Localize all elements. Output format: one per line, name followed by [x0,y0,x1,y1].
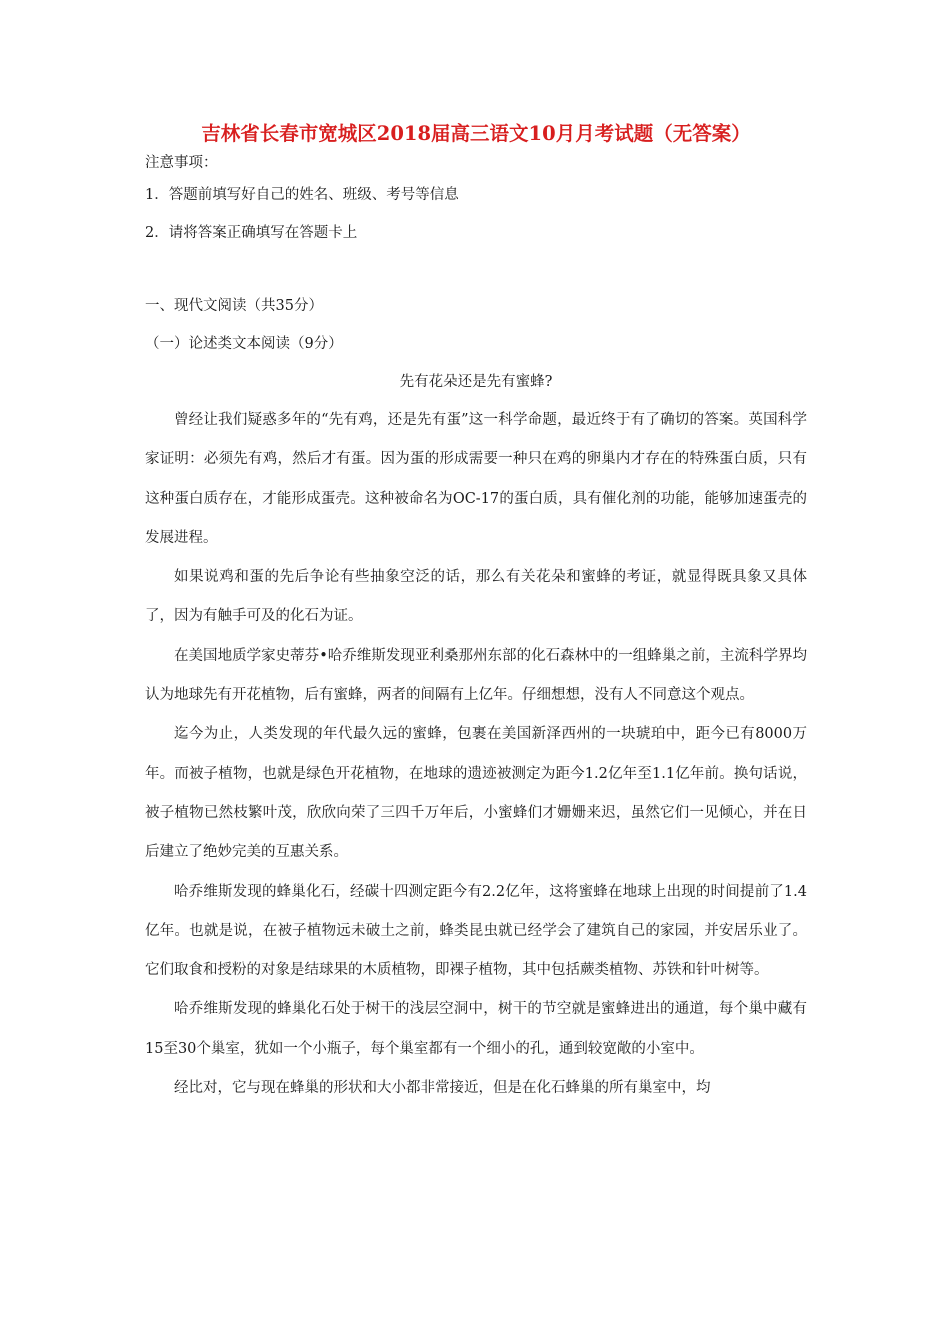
notice-heading: 注意事项： [145,155,218,171]
paragraph: 经比对，它与现在蜂巢的形状和大小都非常接近，但是在化石蜂巢的所有巢室中，均 [174,1080,711,1097]
document-title: 吉林省长春市宽城区2018届高三语文10月月考试题（无答案） [201,122,751,145]
paragraph: 曾经让我们疑惑多年的“先有鸡，还是先有蛋”这一科学命题，最近终于有了确切的答案。英国科学家证明：必须先有鸡，然后才有蛋。因为蛋的形成需要一种只在鸡的卵巢内才存在的特殊蛋白质，只有这种蛋白质存在，才能形成蛋壳。这种被命名为OC-17的蛋白质，具有催化剂的功能，能够加速蛋壳的发展进程。 [145,412,807,546]
article-body [145,401,807,1108]
notice-item-1: 1．答题前填写好自己的姓名、班级、考号等信息 [145,187,459,203]
spacer [145,252,807,287]
notice-item-2: 2．请将答案正确填写在答题卡上 [145,225,358,241]
document-body [145,118,807,1108]
paragraph: 哈乔维斯发现的蜂巢化石，经碳十四测定距今有2.2亿年，这将蜜蜂在地球上出现的时间提前了1.4亿年。也就是说，在被子植物远未破土之前，蜂类昆虫就已经学会了建筑自己的家园，并安居乐业了。它们取食和授粉的对象是结球果的木质植物，即裸子植物，其中包括蕨类植物、苏铁和针叶树等。 [145,883,807,979]
paragraph: 在美国地质学家史蒂芬•哈乔维斯发现亚利桑那州东部的化石森林中的一组蜂巢之前，主流科学界均认为地球先有开花植物，后有蜜蜂，两者的间隔有上亿年。仔细想想，没有人不同意这个观点。 [145,647,807,704]
paragraph: 如果说鸡和蛋的先后争论有些抽象空泛的话，那么有关花朵和蜜蜂的考证，就显得既具象又具体了，因为有触手可及的化石为证。 [145,569,807,625]
article-title: 先有花朵还是先有蜜蜂? [399,374,553,390]
section-heading: 一、现代文阅读（共35分） [145,298,323,314]
paragraph: 迄今为止，人类发现的年代最久远的蜜蜂，包裹在美国新泽西州的一块琥珀中，距今已有8000万年。而被子植物，也就是绿色开花植物，在地球的遗迹被测定为距今1.2亿年至1.1亿年前。换句话说，被子植物已然枝繁叶茂，欣欣向荣了三四千万年后，小蜜蜂们才姗姗来迟，虽然它们一见倾心，并在日后建立了绝妙完美的互惠关系。 [145,726,807,861]
subsection-heading: （一）论述类文本阅读（9分） [145,336,343,352]
paragraph: 哈乔维斯发现的蜂巢化石处于树干的浅层空洞中，树干的节空就是蜜蜂进出的通道，每个巢中藏有15至30个巢室，犹如一个小瓶子，每个巢室都有一个细小的孔，通到较宽敞的小室中。 [145,1001,807,1057]
